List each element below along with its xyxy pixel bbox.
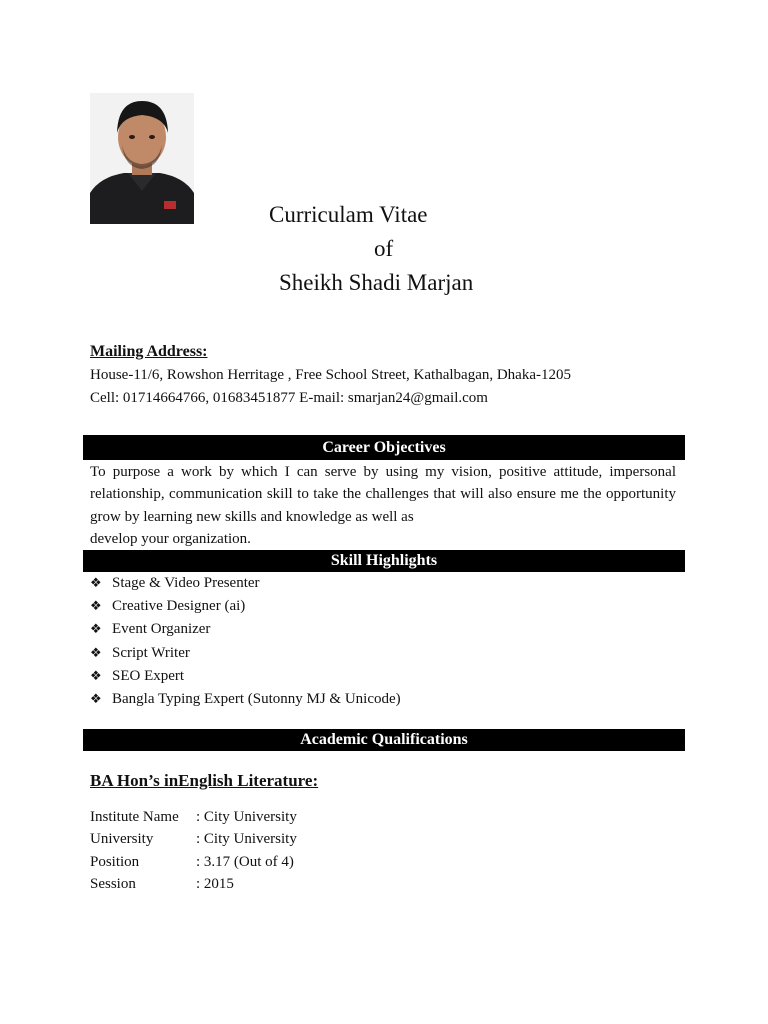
list-item	[90, 665, 401, 688]
mailing-address: House-11/6, Rowshon Herritage , Free School Street, Kathalbagan, Dhaka-1205	[90, 367, 571, 383]
row-value: : City University	[196, 809, 297, 825]
row-label: Institute Name	[90, 809, 179, 825]
mailing-address-heading: Mailing Address:	[90, 343, 208, 360]
diamond-bullet-icon: ❖	[90, 668, 102, 684]
list-item	[90, 572, 401, 595]
skill-label: SEO Expert	[112, 667, 185, 684]
row-value: : City University	[196, 831, 297, 848]
cv-title: Curriculam Vitae	[269, 202, 428, 227]
diamond-bullet-icon: ❖	[90, 576, 102, 591]
candidate-name: Sheikh Shadi Marjan	[279, 270, 474, 295]
skill-label: Bangla Typing Expert (Sutonny MJ & Unicode)	[112, 691, 401, 708]
table-row	[90, 851, 297, 873]
cv-title-of: of	[374, 236, 394, 261]
academic-qualifications-heading: Academic Qualifications	[83, 729, 685, 751]
diamond-bullet-icon: ❖	[90, 599, 102, 615]
qualification-table	[90, 806, 297, 895]
skill-label: Event Organizer	[112, 621, 211, 638]
contact-info: Cell: 01714664766, 01683451877 E-mail: smarjan24@gmail.com	[90, 390, 488, 406]
degree-title: BA Hon’s inEnglish Literature:	[90, 771, 319, 790]
skill-label: Script Writer	[112, 644, 190, 661]
list-item	[90, 595, 401, 618]
list-item	[90, 688, 401, 711]
skill-highlights-heading: Skill Highlights	[83, 550, 685, 572]
skill-label: Stage & Video Presenter	[112, 575, 260, 591]
row-value: : 3.17 (Out of 4)	[196, 853, 294, 870]
profile-photo	[90, 93, 194, 224]
row-value: : 2015	[196, 875, 234, 892]
diamond-bullet-icon: ❖	[90, 692, 102, 708]
career-objectives-text	[90, 461, 676, 550]
diamond-bullet-icon: ❖	[90, 645, 102, 661]
list-item	[90, 642, 401, 665]
diamond-bullet-icon: ❖	[90, 622, 102, 638]
table-row	[90, 806, 297, 828]
career-objectives-end: develop your organization.	[90, 530, 251, 547]
row-label: Position	[90, 853, 140, 870]
row-label: Session	[90, 875, 136, 892]
table-row	[90, 873, 297, 895]
skills-list	[90, 572, 401, 711]
table-row	[90, 828, 297, 850]
career-objectives-heading: Career Objectives	[83, 435, 685, 460]
list-item	[90, 618, 401, 641]
profile-photo-graphic	[90, 93, 194, 224]
career-objectives-body: To purpose a work by which I can serve by using my vision, positive attitude, impersonal relationship, communication skill to take the challenges that will also ensure me the opportunity grow by learning new skills and knowledge as well as	[90, 464, 676, 525]
row-label: University	[90, 831, 154, 848]
skill-label: Creative Designer (ai)	[112, 598, 246, 615]
